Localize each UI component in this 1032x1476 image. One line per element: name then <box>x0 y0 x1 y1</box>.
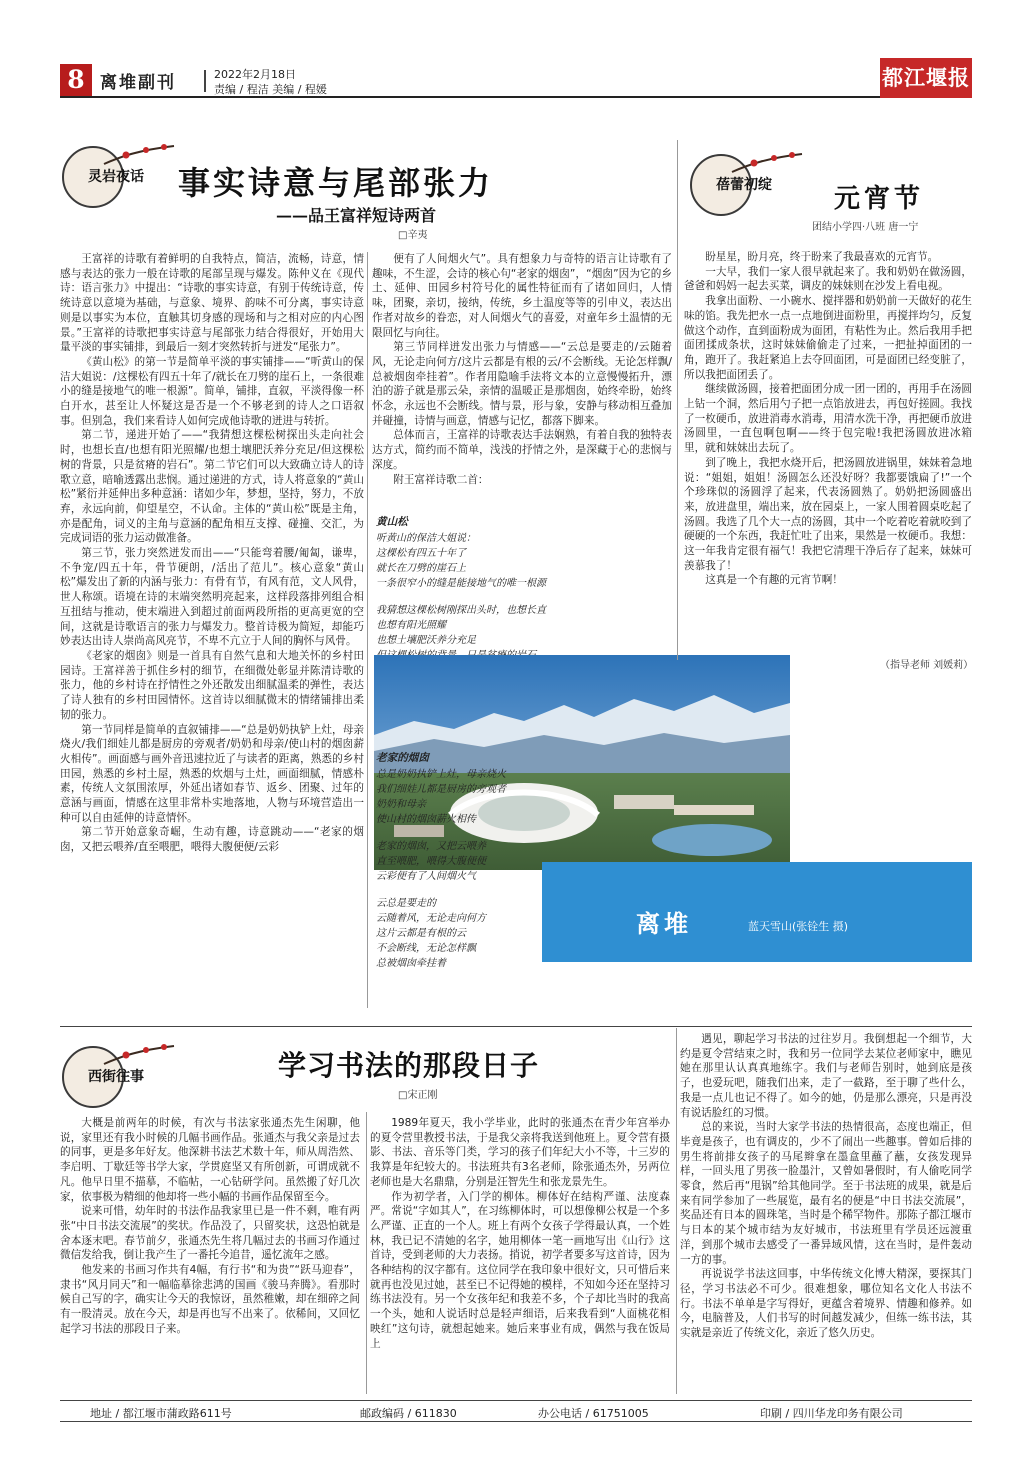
paragraph: 《黄山松》的第一节是简单平淡的事实铺排——“听黄山的保洁大姐说：/这棵松有四五十年了/就长在刀劈的崖石上，一条很难小的缝是接地气的唯一根源”。简单，铺排，直叙，平淡得像一杯白开水，甚至让人怀疑这是否是一个不够老到的诗人之口语叙事。但别急，我们来看诗人如何完成他诗歌的迸进与转折。 <box>60 355 364 427</box>
poem-laojia-yancong <box>376 750 546 1012</box>
poem-huangshansong <box>376 514 582 654</box>
article-byline: □辛夷 <box>398 230 428 241</box>
footer-postcode: 邮政编码 / 611830 <box>360 1407 457 1420</box>
poem-line: 就长在刀劈的崖石上 <box>376 563 466 574</box>
plum-branch-icon <box>730 150 804 174</box>
paragraph: 第三节，张力突然迸发而出——“只能弯着腰/匍匐，谦卑，不争宠/四五十年，骨节硬朗，/活出了范儿”。核心意象“黄山松”爆发出了新的内涵与张力：有骨有节，有风有范，文人风骨，世人称颂。语境在诗的末端突然明亮起来，这样段落排列组合相互扭结与推动，使末端进入到超过前面两段所指的更高更宽的空间，这就是诗歌语言的张力与爆发力。整首诗极为简短，却能巧妙表达出诗人崇尚高风亮节，不卑不亢立于人间的胸怀与风骨。 <box>60 547 364 648</box>
stanza-break <box>376 591 582 603</box>
poem-line: 云彩便有了人间烟火气 <box>376 871 476 882</box>
photo-title: 离堆 <box>636 909 692 938</box>
column-name: 蓓蕾初绽 <box>716 177 772 193</box>
paragraph: 第二节，递进开始了——“我猜想这棵松树探出头走向社会时，也想长直/也想有阳光照耀/也想土壤肥沃养分充足/但这棵松树的背景，只是贫瘠的岩石”。第二节它们可以大致确立诗人的诗歌立意，暗喻透露出悲悯。通过递进的方式，诗人将意象的“黄山松”紧衍并延伸出多种意涵：诸如少年，梦想，坚持，努力，不放弃，永远向前，仰望星空，不认命。主体的“黄山松”既是主角，亦是配角，词义的主角与意涵的配角相互支撑、碰撞、交汇，为完成词语的张力运动做准备。 <box>60 429 364 545</box>
poem-line: 听黄山的保洁大姐说： <box>376 533 476 544</box>
paragraph: 我拿出面粉、一小碗水、搅拌器和奶奶前一天做好的花生味的馅。我先把水一点一点地倒进面粉里，再搅拌均匀，反复做这个动作，直到面粉成为面团，有粘性为止。然后我用手把面团揉成条状，这时妹妹偷偷走了过来，一把扯掉面团的一角，跑开了。我赶紧追上去夺回面团，可是面团已经变脏了，所以我把面团丢了。 <box>684 295 972 381</box>
poem-line: 奶奶和母亲 <box>376 799 426 810</box>
poem-line: 总被烟囱牵挂着 <box>376 958 446 969</box>
paragraph: 遇见，聊起学习书法的过往岁月。我倒想起一个细节，大约是夏令营结束之时，我和另一位同学去某位老师家中，瞧见她在那里认认真真地练字。我们与老师告别时，她到底是孩子，也爱玩吧，随我们出来，走了一截路，至于聊了些什么，我是一点儿也记不得了。如今的她，仍是那么漂亮，只是再没有说话脸红的习惯。 <box>680 1033 972 1119</box>
article-subtitle: ——品王富祥短诗两首 <box>276 206 437 225</box>
poem-line: 云总是要走的 <box>376 898 436 909</box>
article3-column-3 <box>680 1032 972 1394</box>
poem-line: 这棵松有四五十年了 <box>376 548 466 559</box>
poem-title: 黄山松 <box>376 516 408 528</box>
paragraph: 第三节同样迸发出张力与情感——“云总是要走的/云随着风，无论走向何方/这片云都是有根的云/不会断线。无论怎样飘/总被烟囱牵挂着”。作者用隐喻手法将文本的立意慢慢拓升，漂泊的游子就是那云朵，亲情的温暖正是那烟囱，始终牵盼，始终怀念，永远也不会断线。情与景，形与象，安静与移动相互叠加并碰撞，诗情与画意，情感与记忆，都落下脚来。 <box>372 341 672 427</box>
paragraph: 作为初学者，入门学的柳体。柳体好在结构严谨、法度森严。常说“字如其人”，在习练柳体时，可以想像柳公权是一个多么严谨、正直的一个人。班上有两个女孩子学得最认真，一个姓林，我已记不清她的名字，她用柳体一笔一画地写出《山行》这首诗，受到老师的大力表扬。捎说，初学者要多写这首诗，因为各种结构的汉字都有。这位同学在我印象中很好文，只可惜后来就再也没见过她，甚至已不记得她的模样，不知如今还在坚持习练书法没有。另一个女孩年纪和我差不多，个子却比当时的我高一个头，她和人说话时总是轻声细语，后来我看到“人面桃花相映红”这句诗，就想起她来。她后来事业有成，偶然与我在饭局上 <box>370 1190 670 1350</box>
column-divider <box>366 1112 367 1394</box>
stanza-break <box>376 884 546 896</box>
stanza-break <box>376 827 546 839</box>
column-badge-xijie <box>62 1040 182 1110</box>
paragraph: 这真是一个有趣的元宵节啊！ <box>705 574 843 587</box>
paragraph: 1989年夏天，我小学毕业，此时的张通杰在青少年宫举办的夏令营里教授书法，于是我父亲将我送到他班上。夏令营有摄影、书法、音乐等门类，学习的孩子们年纪大小不等，十三岁的我算是年纪较大的。书法班共有3名老师，除张通杰外，另两位老师也是大名鼎鼎，分别是汪智先生和张龙景先生。 <box>370 1117 670 1188</box>
article2-body <box>684 250 972 638</box>
poem-line: 云随着风，无论走向何方 <box>376 913 486 924</box>
page-number: 8 <box>60 64 92 96</box>
footer <box>60 1400 972 1422</box>
poem-line: 我猜想这棵松树刚探出头时，也想长直 <box>376 605 546 616</box>
paragraph: 第一节同样是简单的直叙铺排——“总是奶奶执铲上灶，母亲烧火/我们细娃儿都是厨房的旁观者/奶奶和母亲/使山村的烟囱薪火相传”。画面感与画外音迅速拉近了与读者的距离，熟悉的乡村田园，熟悉的乡村土屋，熟悉的炊烟与土灶，画面细腻，情感朴素，传统人文氛围浓厚，外延出诸如春节、返乡、团聚、过年的意涵与画面，情感在这里非常朴实地落地，人物与环境营造出一种可以自由延伸的诗意情怀。 <box>60 723 364 824</box>
column-divider <box>677 140 678 660</box>
article-byline: 团结小学四·八班 唐一宁 <box>812 222 919 233</box>
masthead <box>60 64 972 98</box>
masthead-divider <box>204 70 206 92</box>
footer-phone: 办公电话 / 61751005 <box>538 1407 649 1420</box>
column-name: 西街往事 <box>88 1069 144 1085</box>
paragraph: 附王富祥诗歌二首： <box>393 473 489 486</box>
photo-caption: 蓝天雪山(张铨生 摄) <box>748 920 849 933</box>
newspaper-logo: 都江堰报 <box>880 58 972 98</box>
plum-branch-icon <box>102 142 176 166</box>
teacher-credit: （指导老师 刘媛莉） <box>880 660 974 671</box>
section-title: 离堆副刊 <box>100 73 176 93</box>
poem-line: 也想土壤肥沃养分充足 <box>376 635 476 646</box>
paragraph: 王富祥的诗歌有着鲜明的自我特点，简洁，流畅，诗意，情感与表达的张力一般在诗歌的尾部呈现与爆发。陈仲义在《现代诗：语言张力》中提出：“诗歌的事实诗意，有别于传统诗意，传统诗意以意境为基础，与意象、境界、韵味不可分离，事实诗意则是以事实为本位，直触其切身感的现场和与之相对应的内心图景。”王富祥的诗歌把事实诗意与尾部张力结合得很好，开始用大量平淡的事实铺排，到最后一刻才突然转折与迸发“尾张力”。 <box>60 253 364 354</box>
poem-line: 直至喂肥，喂得大腹便便 <box>376 856 486 867</box>
paragraph: 大概是前两年的时候，有次与书法家张通杰先生闲聊，他说，家里还有我小时候的几幅书画作品。张通杰与我父亲是过去的同事，更是多年好友。他深耕书法艺术数十年，师从周浩然、李启明、丁歇廷等书学大家，学贯庭坚又有所创新，可谓成就不凡。他早日里不描摹，不临帖，一心钻研学问。虽然搬了好几次家，依事极为精细的他却将一些小幅的书画作品保留至今。 <box>60 1117 360 1203</box>
paragraph: 盼星星，盼月亮，终于盼来了我最喜欢的元宵节。 <box>705 251 939 263</box>
column-divider <box>367 252 368 1008</box>
poem-line: 使山村的烟囱薪火相传 <box>376 814 476 825</box>
paragraph: 总的来说，当时大家学书法的热情很高，态度也端正，但毕竟是孩子，也有调皮的，少不了闹出一些趣事。曾如后排的男生将前排女孩子的马尾辫拿在墨盒里蘸了蘸，女孩发现异样，一回头甩了男孩一脸墨汁，又曾如暑假时，有人偷吃同学零食，然后再“甩锅”给其他同学。至于书法班的成果，就是后来有同学参加了一些展览，最有名的便是“中日书法交流展”，奖品还有日本的圆珠笔，当时是个稀罕物件。那陈子都江堰市与日本的某个城市结为友好城市，书法班里有学员还远渡重洋，到那个城市去感受了一番异域风情，这在当时，是件轰动一方的事。 <box>680 1121 972 1266</box>
article3-column-2 <box>370 1116 670 1394</box>
paragraph: 一大早，我们一家人很早就起来了。我和奶奶在做汤圆，爸爸和妈妈一起去买菜，调皮的妹妹则在沙发上看电视。 <box>684 265 972 293</box>
paragraph: 《老家的烟囱》则是一首具有自然气息和大地关怀的乡村田园诗。王富祥善于抓住乡村的细节，在细微处彰显并陈清诗歌的张力，他的乡村诗在抒情性之外还散发出细腻温柔的弹性，表达了诗人独有的乡村田园情怀。这首诗以细腻微末的情绪铺排出柔韧的张力。 <box>60 649 364 721</box>
footer-address: 地址 / 都江堰市蒲政路611号 <box>90 1407 232 1420</box>
section-divider <box>60 1026 972 1027</box>
paragraph: 说来可惜，幼年时的书法作品我家里已是一件不剩，唯有两张“中日书法交流展”的奖状。作品没了，只留奖状，这恐怕就是舍本逐末吧。春节前夕，张通杰先生将几幅过去的书画习作通过微信发给我，倒让我产生了一番托今追昔，遥忆流年之感。 <box>60 1205 360 1262</box>
editors-credit: 责编 / 程洁 美编 / 程媛 <box>214 83 327 96</box>
article-byline: □宋正刚 <box>398 1090 438 1101</box>
poem-line: 老家的烟囱，又把云喂养 <box>376 841 486 852</box>
paragraph: 便有了人间烟火气”。具有想象力与奇特的语言让诗歌有了趣味，不生涩，会诗的核心句“老家的烟囱”，“烟囱”因为它的乡土、延伸、田园乡村符号化的属性特征而有了诸如回归，人情味，团聚，亲切，接纳，传统，乡土温度等等的引申义，表达出作者对故乡的眷恋，对人间烟火气的喜爱，对童年乡土温情的无限回忆与向往。 <box>372 253 672 339</box>
poem-line: 我们细娃儿都是厨房的旁观者 <box>376 784 506 795</box>
article-title: 元宵节 <box>834 184 925 214</box>
paragraph: 总体而言，王富祥的诗歌表达手法娴熟，有着自我的独特表达方式，简约而不简单，浅浅的抒情之外，是深藏于心的悲悯与深度。 <box>372 429 672 471</box>
paragraph: 到了晚上，我把水烧开后，把汤圆放进锅里，妹妹着急地说：“姐姐，姐姐！汤圆怎么还没好呀？我都要饿扁了!”一个个珍珠似的汤圆浮了起来，代表汤圆熟了。奶奶把汤圆盛出来，放进盘里，端出来，放在园桌上，一家人围着圆桌吃起了汤圆。我选了几个大一点的汤圆，其中一个吃着吃着就咬到了硬硬的一个东西，我赶忙吐了出来，果然是一枚硬币。我想：这一年我肯定很有福气！我把它清理干净后存了起来，妹妹可羡慕我了！ <box>684 456 972 572</box>
column-badge-beilei <box>690 148 810 218</box>
poem-line: 也想有阳光照耀 <box>376 620 446 631</box>
paragraph: 他发来的书画习作共有4幅，有行书“和为贵”“跃马迎春”，隶书“风月同天”和一幅临摹徐悲鸿的国画《骏马奔腾》。看那时候自己写的字，确实让今天的我惊讶，虽然稚嫩，却在细碎之间有一股清灵。放在今天，却是再也写不出来了。依稀间，又回忆起学习书法的那段日子来。 <box>60 1264 360 1335</box>
poem-line: 不会断线，无论怎样飘 <box>376 943 476 954</box>
poem-title: 老家的烟囱 <box>376 752 429 764</box>
poem-line: 这片云都是有根的云 <box>376 928 466 939</box>
plum-branch-icon <box>102 1042 176 1066</box>
column-name: 灵岩夜话 <box>88 169 144 185</box>
column-divider <box>676 1028 677 1394</box>
article-title: 学习书法的那段日子 <box>278 1049 540 1082</box>
column-badge-lingyan <box>62 140 182 210</box>
poem-line: 一条很窄小的缝是能接地气的唯一根源 <box>376 578 546 589</box>
poem-line: 总是奶奶执铲上灶，母亲烧火 <box>376 769 506 780</box>
paragraph: 继续做汤圆，接着把面团分成一团一团的，再用手在汤圆上钻一个洞，然后用勺子把一点馅放进去，再包好搓圆。我找了一枚硬币，放进消毒水消毒，用清水洗干净，再把硬币放进汤圆里，一直包啊包啊——终于包完啦!我把汤圆放进冰箱里，就和妹妹出去玩了。 <box>684 383 972 455</box>
article3-column-1 <box>60 1116 360 1394</box>
article-title: 事实诗意与尾部张力 <box>178 164 494 202</box>
paragraph: 第二节开始意象奇崛，生动有趣，诗意跳动——“老家的烟囱，又把云喂养/直至喂肥，喂得大腹便便/云彩 <box>60 826 364 854</box>
paragraph: 再说说学书法这回事，中华传统文化博大精深，要探其门径，学习书法必不可少。很难想象，哪位知名文化人书法不行。书法不单单是字写得好，更蕴含着境界、情趣和修养。如今，电脑普及，人们书写的时间越发减少，但练一练书法，其实就是亲近了传统文化，亲近了悠久历史。 <box>680 1268 972 1340</box>
photo-caption-band <box>542 862 972 962</box>
footer-printer: 印刷 / 四川华龙印务有限公司 <box>760 1407 903 1420</box>
issue-date: 2022年2月18日 <box>214 68 296 81</box>
article1-column-1 <box>60 252 364 1010</box>
